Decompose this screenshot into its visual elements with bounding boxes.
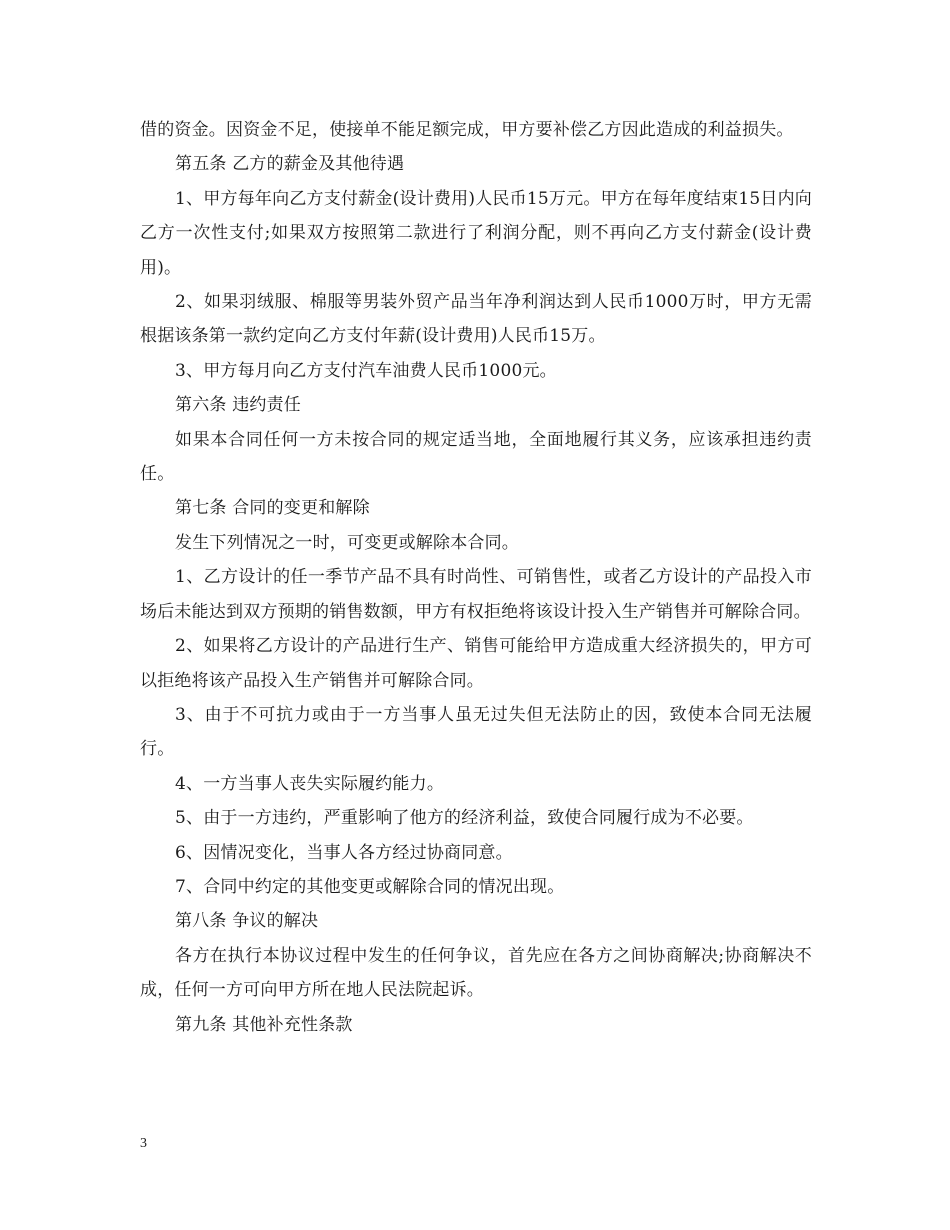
article-7-clause-6: 6、因情况变化，当事人各方经过协商同意。 <box>175 842 513 863</box>
article-9-heading: 第九条 其他补充性条款 <box>175 1014 353 1035</box>
article-5-clause-3: 3、甲方每月向乙方支付汽车油费人民币1000元。 <box>175 360 557 381</box>
page-number: 3 <box>140 1136 147 1151</box>
article-7-clause-5: 5、由于一方违约，严重影响了他方的经济利益，致使合同履行成为不必要。 <box>175 808 754 829</box>
article-5-clause-2: 2、如果羽绒服、棉服等男装外贸产品当年净利润达到人民币1000万时，甲方无需根据该条第一款约定向乙方支付年薪(设计费用)人民币15万。 <box>140 292 812 347</box>
article-8-heading: 第八条 争议的解决 <box>175 911 319 932</box>
paragraph-continuation: 借的资金。因资金不足，使接单不能足额完成，甲方要补偿乙方因此造成的利益损失。 <box>140 120 794 140</box>
article-7-clause-7: 7、合同中约定的其他变更或解除合同的情况出现。 <box>175 876 565 897</box>
article-7-clause-4: 4、一方当事人丧失实际履约能力。 <box>175 773 445 794</box>
article-7-clause-3: 3、由于不可抗力或由于一方当事人虽无过失但无法防止的因，致使本合同无法履行。 <box>140 704 812 760</box>
article-6-body: 如果本合同任何一方未按合同的规定适当地，全面地履行其义务，应该承担违约责任。 <box>140 429 812 485</box>
article-5-heading: 第五条 乙方的薪金及其他待遇 <box>175 154 405 175</box>
article-5-clause-1: 1、甲方每年向乙方支付薪金(设计费用)人民币15万元。甲方在每年度结束15日内向乙方一次性支付;如果双方按照第二款进行了利润分配，则不再向乙方支付薪金(设计费用)。 <box>140 188 812 278</box>
article-7-intro: 发生下列情况之一时，可变更或解除本合同。 <box>175 532 519 553</box>
article-6-heading: 第六条 违约责任 <box>175 395 302 416</box>
document-body <box>140 113 812 1042</box>
article-7-clause-2: 2、如果将乙方设计的产品进行生产、销售可能给甲方造成重大经济损失的，甲方可以拒绝将该产品投入生产销售并可解除合同。 <box>140 636 812 691</box>
article-7-clause-1: 1、乙方设计的任一季节产品不具有时尚性、可销售性，或者乙方设计的产品投入市场后未能达到双方预期的销售数额，甲方有权拒绝将该设计投入生产销售并可解除合同。 <box>140 567 812 622</box>
article-8-body: 各方在执行本协议过程中发生的任何争议，首先应在各方之间协商解决;协商解决不成，任何一方可向甲方所在地人民法院起诉。 <box>140 945 812 1001</box>
article-7-heading: 第七条 合同的变更和解除 <box>175 498 370 519</box>
